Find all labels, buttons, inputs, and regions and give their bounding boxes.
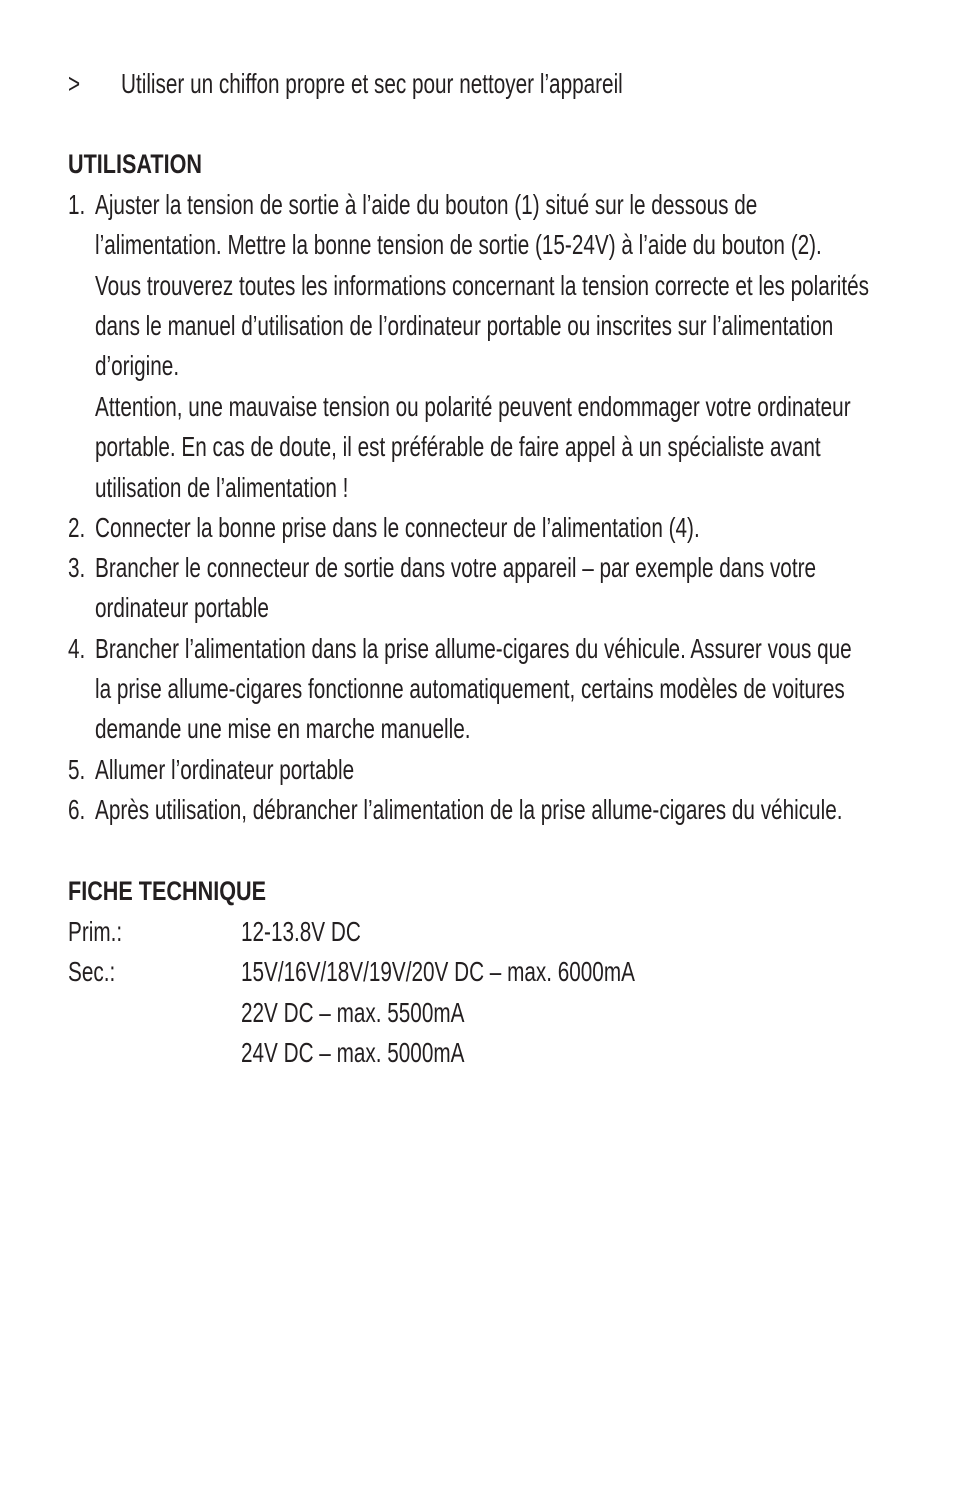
list-item-warning-line: Attention, une mauvaise tension ou polarité peuvent endommager votre ordinateur [95,391,851,422]
bullet-marker: > [68,68,81,99]
list-item-line: Après utilisation, débrancher l’alimentation de la prise allume-cigares du véhicule. [95,794,843,825]
spec-value-sec: 22V DC – max. 5500mA [241,997,465,1028]
list-item-line: l’alimentation. Mettre la bonne tension de sortie (15-24V) à l’aide du bouton (2). [95,229,822,260]
spec-value-sec: 24V DC – max. 5000mA [241,1037,465,1068]
list-item-line: la prise allume-cigares fonctionne automatiquement, certains modèles de voitures [95,673,845,704]
list-item-line: Allumer l’ordinateur portable [95,754,355,785]
list-item-number: 2. [68,512,86,543]
list-item-line: Ajuster la tension de sortie à l’aide du bouton (1) situé sur le dessous de [95,189,758,220]
spec-label-prim: Prim.: [68,916,123,947]
section-heading-fiche-technique: FICHE TECHNIQUE [68,876,267,906]
list-item-line: d’origine. [95,350,180,381]
list-item-line: demande une mise en marche manuelle. [95,713,471,744]
list-item-number: 1. [68,189,86,220]
maintenance-bullet-text: Utiliser un chiffon propre et sec pour nettoyer l’appareil [121,68,623,99]
list-item-line: Connecter la bonne prise dans le connecteur de l’alimentation (4). [95,512,700,543]
section-heading-utilisation: UTILISATION [68,149,202,179]
list-item-number: 6. [68,794,86,825]
spec-label-sec: Sec.: [68,956,116,987]
list-item-line: Brancher l’alimentation dans la prise allume-cigares du véhicule. Assurer vous que [95,633,852,664]
list-item-line: Vous trouverez toutes les informations concernant la tension correcte et les polarités [95,270,869,301]
list-item-line: ordinateur portable [95,592,269,623]
list-item-number: 3. [68,552,86,583]
list-item-line: dans le manuel d’utilisation de l’ordinateur portable ou inscrites sur l’alimentation [95,310,834,341]
list-item-line: Brancher le connecteur de sortie dans votre appareil – par exemple dans votre [95,552,817,583]
list-item-warning-line: utilisation de l’alimentation ! [95,472,349,503]
list-item-warning-line: portable. En cas de doute, il est préférable de faire appel à un spécialiste avant [95,431,821,462]
spec-value-prim: 12-13.8V DC [241,916,361,947]
list-item-number: 5. [68,754,86,785]
list-item-number: 4. [68,633,86,664]
spec-value-sec: 15V/16V/18V/19V/20V DC – max. 6000mA [241,956,635,987]
